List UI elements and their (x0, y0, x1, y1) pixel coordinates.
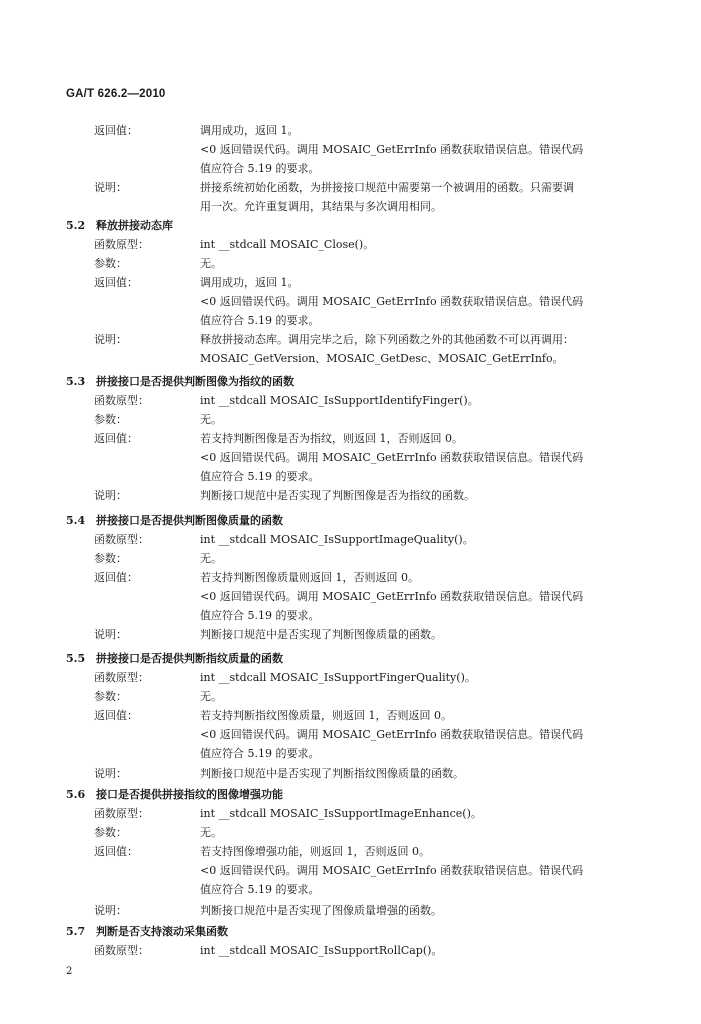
param-label: 参数： (94, 413, 127, 426)
note-line: 判断接口规范中是否实现了判断指纹图像质量的函数。 (200, 767, 464, 780)
param-text: 无。 (200, 690, 222, 703)
section-title: 拼接接口是否提供判断指纹质量的函数 (96, 652, 283, 665)
prototype-text: int __stdcall MOSAIC_IsSupportIdentifyFinger()。 (200, 394, 479, 407)
section-title: 拼接接口是否提供判断图像为指纹的函数 (96, 375, 294, 388)
section-title: 拼接接口是否提供判断图像质量的函数 (96, 514, 283, 527)
note-label: 说明： (94, 767, 127, 780)
param-text: 无。 (200, 413, 222, 426)
return-line: 若支持图像增强功能，则返回 1，否则返回 0。 (200, 845, 430, 858)
prototype-text: int __stdcall MOSAIC_IsSupportFingerQuality()。 (200, 671, 476, 684)
prototype-text: int __stdcall MOSAIC_Close()。 (200, 238, 375, 251)
prototype-text: int __stdcall MOSAIC_IsSupportImageQuality()。 (200, 533, 474, 546)
param-text: 无。 (200, 826, 222, 839)
return-line: 值应符合 5.19 的要求。 (200, 470, 320, 483)
note-label: 说明： (94, 904, 127, 917)
section-number: 5.6 (66, 788, 86, 801)
section-number: 5.3 (66, 375, 86, 388)
prototype-label: 函数原型： (94, 238, 149, 251)
return-label: 返回值： (94, 432, 138, 445)
note-line: 判断接口规范中是否实现了图像质量增强的函数。 (200, 904, 442, 917)
note-line: MOSAIC_GetVersion、MOSAIC_GetDesc、MOSAIC_GetErrInfo。 (200, 352, 564, 365)
return-line: 值应符合 5.19 的要求。 (200, 609, 320, 622)
section-title: 接口是否提供拼接指纹的图像增强功能 (96, 788, 283, 801)
return-line: 值应符合 5.19 的要求。 (200, 314, 320, 327)
param-label: 参数： (94, 257, 127, 270)
param-label: 参数： (94, 690, 127, 703)
section-number: 5.5 (66, 652, 86, 665)
return-line: <0 返回错误代码。调用 MOSAIC_GetErrInfo 函数获取错误信息。错误代码 (200, 590, 584, 603)
param-text: 无。 (200, 257, 222, 270)
section-title: 判断是否支持滚动采集函数 (96, 925, 228, 938)
note-label: 说明： (94, 628, 127, 641)
return-line: <0 返回错误代码。调用 MOSAIC_GetErrInfo 函数获取错误信息。错误代码 (200, 295, 584, 308)
return-label: 返回值： (94, 276, 138, 289)
return-line: 值应符合 5.19 的要求。 (200, 883, 320, 896)
return-line: 值应符合 5.19 的要求。 (200, 747, 320, 760)
return-line: 若支持判断图像质量则返回 1，否则返回 0。 (200, 571, 419, 584)
section-title: 释放拼接动态库 (96, 219, 173, 232)
note-line: 用一次。允许重复调用，其结果与多次调用相同。 (200, 200, 442, 213)
param-text: 无。 (200, 552, 222, 565)
note-label: 说明： (94, 181, 127, 194)
return-line: <0 返回错误代码。调用 MOSAIC_GetErrInfo 函数获取错误信息。错误代码 (200, 451, 584, 464)
prototype-label: 函数原型： (94, 944, 149, 957)
return-label: 返回值： (94, 845, 138, 858)
return-line: <0 返回错误代码。调用 MOSAIC_GetErrInfo 函数获取错误信息。错误代码 (200, 728, 584, 741)
prototype-label: 函数原型： (94, 807, 149, 820)
prototype-text: int __stdcall MOSAIC_IsSupportRollCap()。 (200, 944, 443, 957)
prototype-text: int __stdcall MOSAIC_IsSupportImageEnhance()。 (200, 807, 482, 820)
section-number: 5.2 (66, 219, 86, 232)
note-line: 拼接系统初始化函数，为拼接接口规范中需要第一个被调用的函数。只需要调 (200, 181, 574, 194)
prototype-label: 函数原型： (94, 533, 149, 546)
param-label: 参数： (94, 826, 127, 839)
section-number: 5.7 (66, 925, 86, 938)
return-label: 返回值： (94, 571, 138, 584)
page-number: 2 (66, 966, 73, 977)
document-header: GA/T 626.2—2010 (66, 88, 166, 100)
return-line: 若支持判断指纹图像质量，则返回 1，否则返回 0。 (200, 709, 452, 722)
return-line: 调用成功，返回 1。 (200, 276, 299, 289)
return-line: 若支持判断图像是否为指纹，则返回 1，否则返回 0。 (200, 432, 463, 445)
prototype-label: 函数原型： (94, 394, 149, 407)
note-line: 判断接口规范中是否实现了判断图像是否为指纹的函数。 (200, 489, 475, 502)
return-line: 值应符合 5.19 的要求。 (200, 162, 320, 175)
return-line: <0 返回错误代码。调用 MOSAIC_GetErrInfo 函数获取错误信息。错误代码 (200, 143, 584, 156)
return-label: 返回值： (94, 709, 138, 722)
return-label: 返回值： (94, 124, 138, 137)
note-label: 说明： (94, 489, 127, 502)
section-number: 5.4 (66, 514, 86, 527)
note-label: 说明： (94, 333, 127, 346)
return-line: <0 返回错误代码。调用 MOSAIC_GetErrInfo 函数获取错误信息。错误代码 (200, 864, 584, 877)
note-line: 判断接口规范中是否实现了判断图像质量的函数。 (200, 628, 442, 641)
return-line: 调用成功，返回 1。 (200, 124, 299, 137)
param-label: 参数： (94, 552, 127, 565)
prototype-label: 函数原型： (94, 671, 149, 684)
note-line: 释放拼接动态库。调用完毕之后，除下列函数之外的其他函数不可以再调用： (200, 333, 574, 346)
